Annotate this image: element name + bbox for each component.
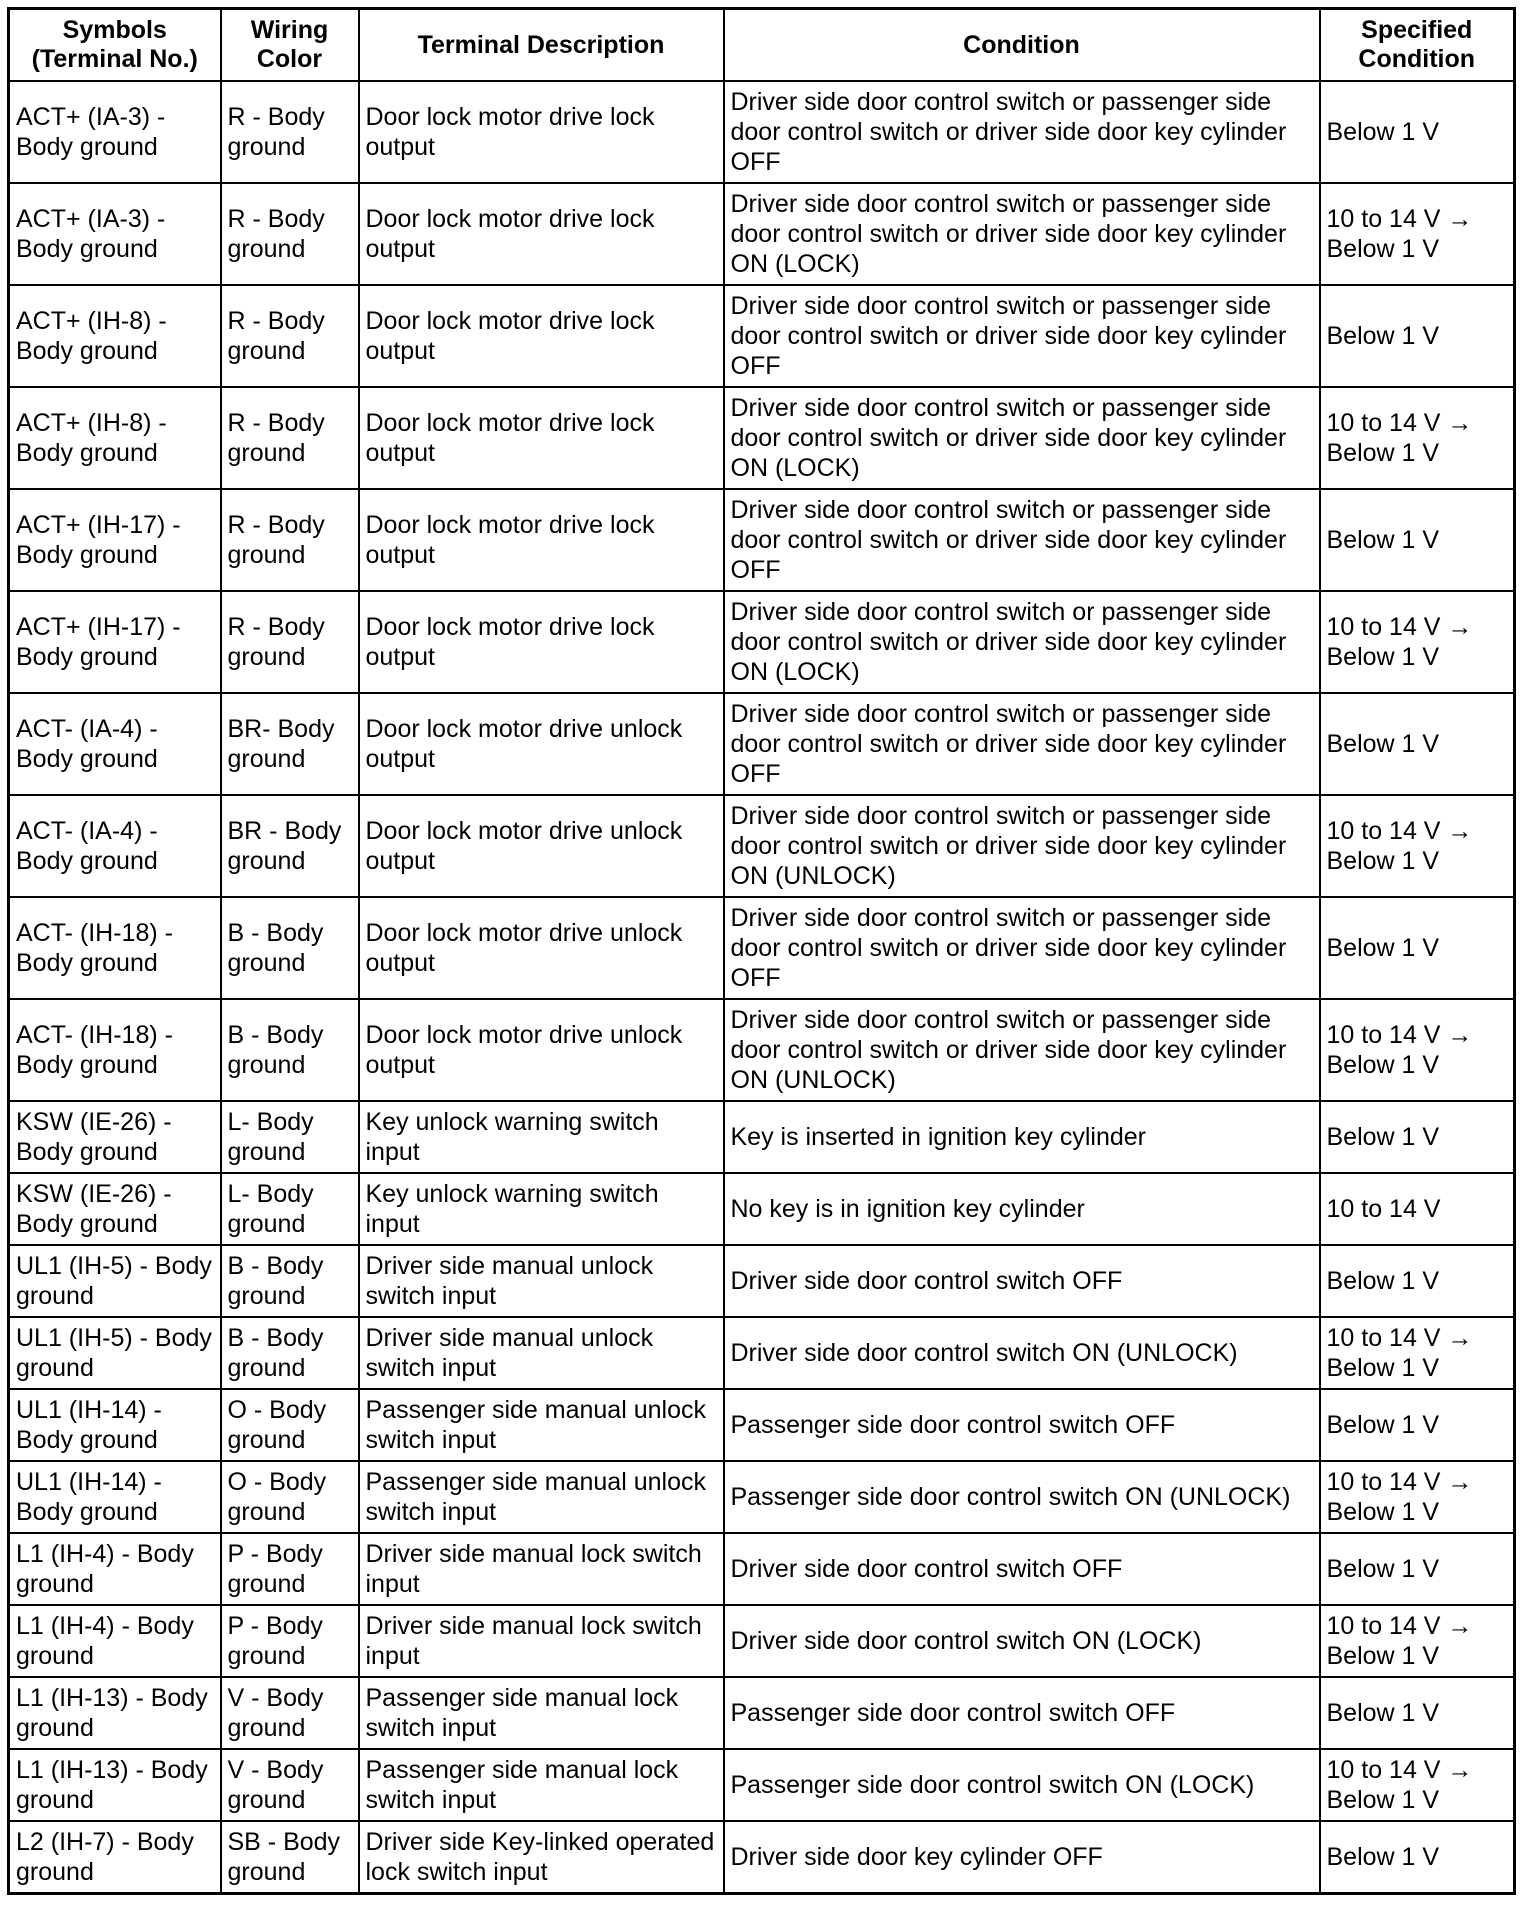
- table-row: [9, 1677, 1515, 1749]
- wiring-color-cell: V - Body ground: [221, 1677, 359, 1749]
- table-row: [9, 795, 1515, 897]
- table-row: [9, 1101, 1515, 1173]
- condition-cell: Driver side door control switch or passenger side door control switch or driver side door key cylinder ON (LOCK): [724, 387, 1320, 489]
- header-specified-condition: Specified Condition: [1320, 9, 1515, 82]
- condition-cell: Driver side door control switch or passenger side door control switch or driver side door key cylinder ON (UNLOCK): [724, 999, 1320, 1101]
- terminal-description-cell: Door lock motor drive lock output: [359, 183, 724, 285]
- wiring-color-cell: BR- Body ground: [221, 693, 359, 795]
- terminal-description-cell: Door lock motor drive unlock output: [359, 795, 724, 897]
- terminal-description-cell: Door lock motor drive lock output: [359, 489, 724, 591]
- table-row: [9, 1389, 1515, 1461]
- symbols-cell: KSW (IE-26) - Body ground: [9, 1173, 221, 1245]
- specified-condition-cell: Below 1 V: [1320, 1245, 1515, 1317]
- table-row: [9, 1245, 1515, 1317]
- table-body: [9, 81, 1515, 1894]
- condition-cell: Driver side door control switch or passenger side door control switch or driver side door key cylinder ON (UNLOCK): [724, 795, 1320, 897]
- terminal-description-cell: Driver side manual unlock switch input: [359, 1245, 724, 1317]
- wiring-color-cell: R - Body ground: [221, 489, 359, 591]
- wiring-color-cell: R - Body ground: [221, 285, 359, 387]
- wiring-color-cell: SB - Body ground: [221, 1821, 359, 1894]
- condition-cell: Driver side door control switch ON (UNLOCK): [724, 1317, 1320, 1389]
- wiring-color-cell: B - Body ground: [221, 897, 359, 999]
- specified-condition-cell: Below 1 V: [1320, 81, 1515, 183]
- symbols-cell: ACT- (IA-4) - Body ground: [9, 795, 221, 897]
- condition-cell: Driver side door control switch or passenger side door control switch or driver side door key cylinder ON (LOCK): [724, 591, 1320, 693]
- condition-cell: Passenger side door control switch ON (LOCK): [724, 1749, 1320, 1821]
- terminal-description-cell: Passenger side manual unlock switch input: [359, 1389, 724, 1461]
- wiring-color-cell: B - Body ground: [221, 999, 359, 1101]
- condition-cell: Passenger side door control switch ON (UNLOCK): [724, 1461, 1320, 1533]
- symbols-cell: ACT- (IH-18) - Body ground: [9, 999, 221, 1101]
- condition-cell: Key is inserted in ignition key cylinder: [724, 1101, 1320, 1173]
- condition-cell: Driver side door control switch ON (LOCK): [724, 1605, 1320, 1677]
- symbols-cell: L2 (IH-7) - Body ground: [9, 1821, 221, 1894]
- specified-condition-cell: 10 to 14 V → Below 1 V: [1320, 1605, 1515, 1677]
- terminal-description-cell: Door lock motor drive lock output: [359, 285, 724, 387]
- specified-condition-cell: 10 to 14 V: [1320, 1173, 1515, 1245]
- symbols-cell: UL1 (IH-5) - Body ground: [9, 1245, 221, 1317]
- specified-condition-cell: 10 to 14 V → Below 1 V: [1320, 1461, 1515, 1533]
- table-row: [9, 1821, 1515, 1894]
- terminal-description-cell: Driver side manual lock switch input: [359, 1605, 724, 1677]
- condition-cell: Driver side door control switch or passenger side door control switch or driver side door key cylinder OFF: [724, 489, 1320, 591]
- terminal-description-cell: Door lock motor drive unlock output: [359, 999, 724, 1101]
- condition-cell: Passenger side door control switch OFF: [724, 1677, 1320, 1749]
- specified-condition-cell: 10 to 14 V → Below 1 V: [1320, 183, 1515, 285]
- table-row: [9, 591, 1515, 693]
- table-row: [9, 81, 1515, 183]
- wiring-color-cell: O - Body ground: [221, 1461, 359, 1533]
- wiring-color-cell: V - Body ground: [221, 1749, 359, 1821]
- specified-condition-cell: Below 1 V: [1320, 1389, 1515, 1461]
- wiring-color-cell: O - Body ground: [221, 1389, 359, 1461]
- condition-cell: Driver side door control switch or passenger side door control switch or driver side door key cylinder ON (LOCK): [724, 183, 1320, 285]
- header-symbols: Symbols (Terminal No.): [9, 9, 221, 82]
- terminal-description-cell: Passenger side manual lock switch input: [359, 1749, 724, 1821]
- table-row: [9, 285, 1515, 387]
- symbols-cell: UL1 (IH-14) - Body ground: [9, 1461, 221, 1533]
- terminal-description-cell: Door lock motor drive lock output: [359, 387, 724, 489]
- terminal-description-cell: Key unlock warning switch input: [359, 1101, 724, 1173]
- terminal-description-cell: Key unlock warning switch input: [359, 1173, 724, 1245]
- specified-condition-cell: Below 1 V: [1320, 1821, 1515, 1894]
- specified-condition-cell: Below 1 V: [1320, 1533, 1515, 1605]
- terminal-description-cell: Door lock motor drive lock output: [359, 591, 724, 693]
- specified-condition-cell: Below 1 V: [1320, 285, 1515, 387]
- terminal-description-cell: Passenger side manual lock switch input: [359, 1677, 724, 1749]
- condition-cell: Passenger side door control switch OFF: [724, 1389, 1320, 1461]
- wiring-color-cell: P - Body ground: [221, 1605, 359, 1677]
- specified-condition-cell: Below 1 V: [1320, 1101, 1515, 1173]
- specified-condition-cell: Below 1 V: [1320, 1677, 1515, 1749]
- table-row: [9, 183, 1515, 285]
- symbols-cell: L1 (IH-13) - Body ground: [9, 1749, 221, 1821]
- specified-condition-cell: 10 to 14 V → Below 1 V: [1320, 795, 1515, 897]
- terminal-description-cell: Passenger side manual unlock switch input: [359, 1461, 724, 1533]
- specified-condition-cell: 10 to 14 V → Below 1 V: [1320, 1317, 1515, 1389]
- table-row: [9, 897, 1515, 999]
- header-wiring-color: Wiring Color: [221, 9, 359, 82]
- terminal-description-cell: Door lock motor drive lock output: [359, 81, 724, 183]
- symbols-cell: ACT- (IA-4) - Body ground: [9, 693, 221, 795]
- condition-cell: Driver side door control switch or passenger side door control switch or driver side door key cylinder OFF: [724, 285, 1320, 387]
- condition-cell: Driver side door control switch OFF: [724, 1245, 1320, 1317]
- table-row: [9, 1605, 1515, 1677]
- header-terminal-description: Terminal Description: [359, 9, 724, 82]
- wiring-color-cell: L- Body ground: [221, 1101, 359, 1173]
- symbols-cell: L1 (IH-4) - Body ground: [9, 1605, 221, 1677]
- specified-condition-cell: Below 1 V: [1320, 489, 1515, 591]
- wiring-color-cell: R - Body ground: [221, 81, 359, 183]
- condition-cell: Driver side door control switch or passenger side door control switch or driver side door key cylinder OFF: [724, 81, 1320, 183]
- condition-cell: No key is in ignition key cylinder: [724, 1173, 1320, 1245]
- symbols-cell: ACT+ (IH-8) - Body ground: [9, 285, 221, 387]
- header-condition: Condition: [724, 9, 1320, 82]
- specified-condition-cell: 10 to 14 V → Below 1 V: [1320, 591, 1515, 693]
- table-row: [9, 999, 1515, 1101]
- symbols-cell: ACT+ (IH-17) - Body ground: [9, 489, 221, 591]
- symbols-cell: L1 (IH-13) - Body ground: [9, 1677, 221, 1749]
- specified-condition-cell: 10 to 14 V → Below 1 V: [1320, 1749, 1515, 1821]
- wiring-color-cell: R - Body ground: [221, 387, 359, 489]
- table-row: [9, 1749, 1515, 1821]
- symbols-cell: L1 (IH-4) - Body ground: [9, 1533, 221, 1605]
- specified-condition-cell: 10 to 14 V → Below 1 V: [1320, 999, 1515, 1101]
- table-row: [9, 387, 1515, 489]
- specified-condition-cell: 10 to 14 V → Below 1 V: [1320, 387, 1515, 489]
- wiring-color-cell: BR - Body ground: [221, 795, 359, 897]
- wiring-color-cell: P - Body ground: [221, 1533, 359, 1605]
- condition-cell: Driver side door key cylinder OFF: [724, 1821, 1320, 1894]
- terminal-description-cell: Driver side manual lock switch input: [359, 1533, 724, 1605]
- symbols-cell: ACT+ (IH-17) - Body ground: [9, 591, 221, 693]
- symbols-cell: ACT- (IH-18) - Body ground: [9, 897, 221, 999]
- symbols-cell: ACT+ (IA-3) - Body ground: [9, 183, 221, 285]
- wiring-color-cell: B - Body ground: [221, 1245, 359, 1317]
- table-row: [9, 1317, 1515, 1389]
- table-row: [9, 693, 1515, 795]
- specified-condition-cell: Below 1 V: [1320, 897, 1515, 999]
- symbols-cell: KSW (IE-26) - Body ground: [9, 1101, 221, 1173]
- symbols-cell: UL1 (IH-14) - Body ground: [9, 1389, 221, 1461]
- terminal-description-cell: Driver side Key-linked operated lock switch input: [359, 1821, 724, 1894]
- terminal-description-cell: Door lock motor drive unlock output: [359, 897, 724, 999]
- terminal-description-cell: Driver side manual unlock switch input: [359, 1317, 724, 1389]
- symbols-cell: ACT+ (IH-8) - Body ground: [9, 387, 221, 489]
- table-row: [9, 1173, 1515, 1245]
- wiring-color-cell: B - Body ground: [221, 1317, 359, 1389]
- condition-cell: Driver side door control switch or passenger side door control switch or driver side door key cylinder OFF: [724, 693, 1320, 795]
- table-header-row: [9, 9, 1515, 82]
- wiring-color-cell: L- Body ground: [221, 1173, 359, 1245]
- terminal-description-cell: Door lock motor drive unlock output: [359, 693, 724, 795]
- terminal-spec-table: [7, 7, 1516, 1895]
- wiring-color-cell: R - Body ground: [221, 591, 359, 693]
- specified-condition-cell: Below 1 V: [1320, 693, 1515, 795]
- wiring-color-cell: R - Body ground: [221, 183, 359, 285]
- table-row: [9, 1461, 1515, 1533]
- condition-cell: Driver side door control switch OFF: [724, 1533, 1320, 1605]
- symbols-cell: UL1 (IH-5) - Body ground: [9, 1317, 221, 1389]
- symbols-cell: ACT+ (IA-3) - Body ground: [9, 81, 221, 183]
- condition-cell: Driver side door control switch or passenger side door control switch or driver side door key cylinder OFF: [724, 897, 1320, 999]
- terminal-spec-document: [7, 7, 1513, 1895]
- table-row: [9, 1533, 1515, 1605]
- table-row: [9, 489, 1515, 591]
